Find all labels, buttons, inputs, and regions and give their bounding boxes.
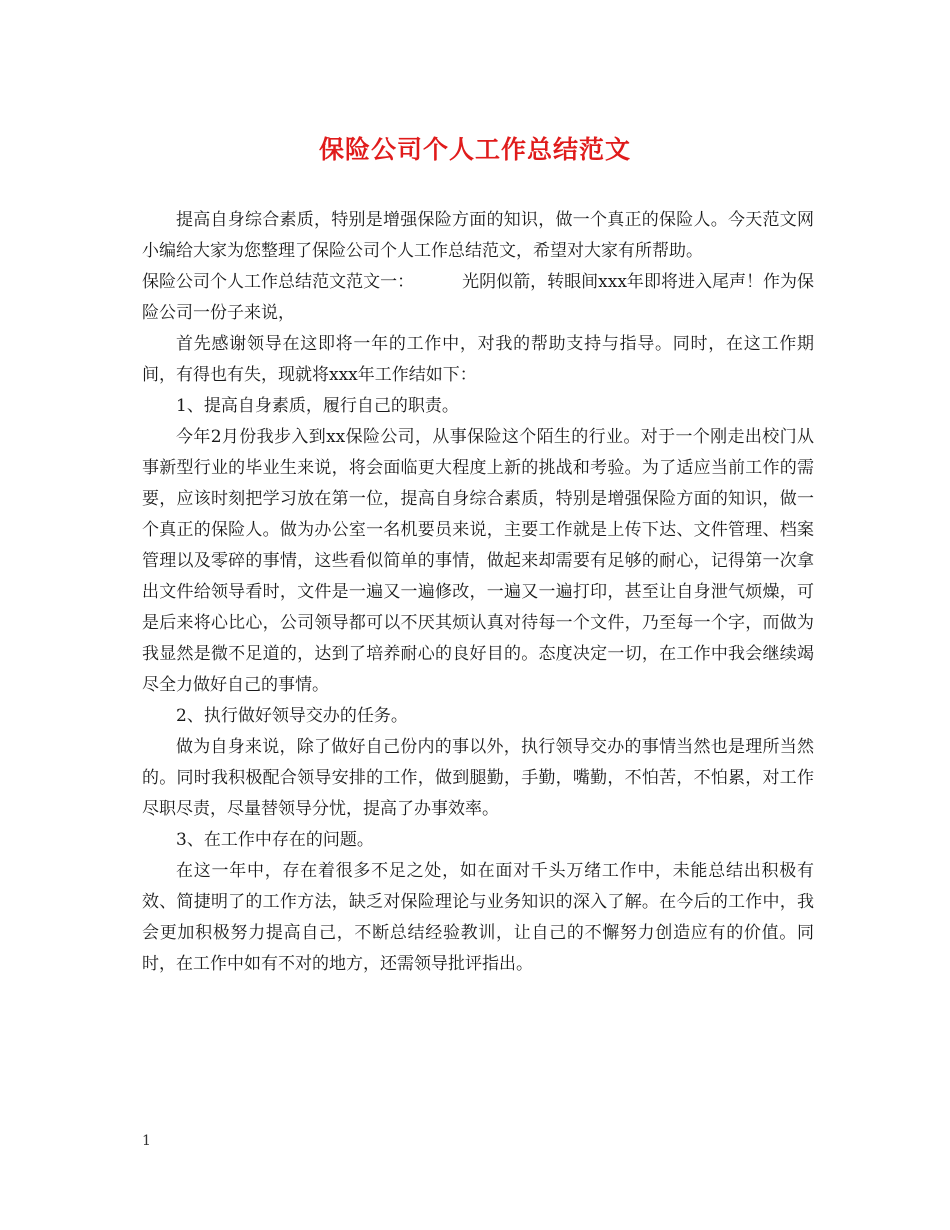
document-body bbox=[142, 205, 814, 980]
section-heading-2: 2、执行做好领导交办的任务。 bbox=[176, 706, 408, 726]
section-heading-1: 1、提高自身素质，履行自己的职责。 bbox=[176, 396, 459, 416]
body-paragraph-thanks: 首先感谢领导在这即将一年的工作中，对我的帮助支持与指导。同时，在这工作期间，有得也有失，现就将xxx年工作结如下： bbox=[142, 334, 814, 385]
body-paragraph-section-2: 做为自身来说，除了做好自己份内的事以外，执行领导交办的事情当然也是理所当然的。同时我积极配合领导安排的工作，做到腿勤，手勤，嘴勤，不怕苦，不怕累，对工作尽职尽责，尽量替领导分忧，提高了办事效率。 bbox=[142, 737, 814, 819]
body-paragraph-section-1: 今年2月份我步入到xx保险公司，从事保险这个陌生的行业。对于一个刚走出校门从事新型行业的毕业生来说，将会面临更大程度上新的挑战和考验。为了适应当前工作的需要，应该时刻把学习放在第一位，提高自身综合素质，特别是增强保险方面的知识，做一个真正的保险人。做为办公室一名机要员来说，主要工作就是上传下达、文件管理、档案管理以及零碎的事情，这些看似简单的事情，做起来却需要有足够的耐心，记得第一次拿出文件给领导看时，文件是一遍又一遍修改，一遍又一遍打印，甚至让自身泄气烦燥，可是后来将心比心，公司领导都可以不厌其烦认真对待每一个文件，乃至每一个字，而做为我显然是微不足道的，达到了培养耐心的良好目的。态度决定一切，在工作中我会继续竭尽全力做好自己的事情。 bbox=[142, 427, 814, 695]
sample-heading: 保险公司个人工作总结范文范文一： bbox=[142, 272, 415, 292]
sample-opening: 光阴似箭，转眼间xxx年即将进入尾声！作为保险公司一份子来说， bbox=[142, 272, 815, 323]
page-number: 1 bbox=[142, 1133, 151, 1149]
intro-paragraph: 提高自身综合素质，特别是增强保险方面的知识，做一个真正的保险人。今天范文网小编给大家为您整理了保险公司个人工作总结范文，希望对大家有所帮助。 bbox=[142, 210, 814, 261]
sample-intro-paragraph bbox=[142, 267, 814, 329]
document-title: 保险公司个人工作总结范文 bbox=[318, 135, 631, 164]
section-heading-3: 3、在工作中存在的问题。 bbox=[176, 830, 374, 850]
body-paragraph-section-3: 在这一年中，存在着很多不足之处，如在面对千头万绪工作中，未能总结出积极有效、简捷明了的工作方法，缺乏对保险理论与业务知识的深入了解。在今后的工作中，我会更加积极努力提高自己，不断总结经验教训，让自己的不懈努力创造应有的价值。同时，在工作中如有不对的地方，还需领导批评指出。 bbox=[142, 861, 814, 974]
